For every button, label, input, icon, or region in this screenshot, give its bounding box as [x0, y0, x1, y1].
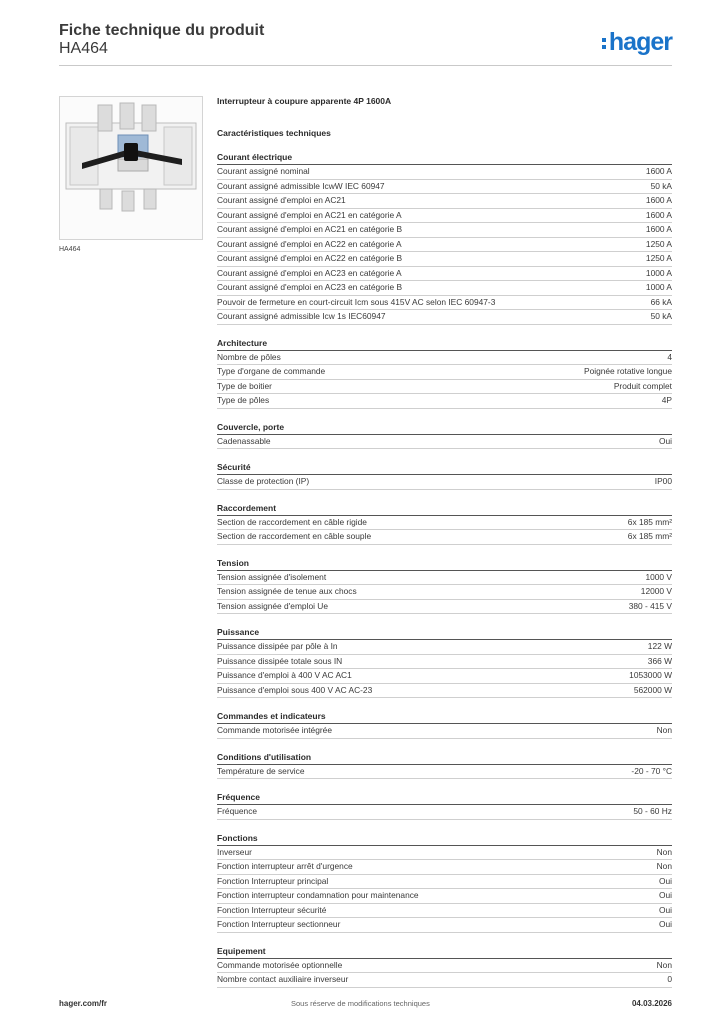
spec-label: Fréquence [217, 806, 258, 816]
switch-disconnector-illustration [60, 97, 202, 239]
spec-row [217, 475, 672, 490]
spec-sections [217, 152, 672, 988]
spec-row [217, 875, 672, 890]
spec-value: 366 W [647, 655, 672, 666]
section-title: Conditions d'utilisation [217, 752, 672, 765]
spec-value: Non [656, 861, 672, 871]
spec-row [217, 724, 672, 739]
spec-label: Section de raccordement en câble rigide [217, 516, 367, 527]
logo-text: hager [608, 28, 672, 56]
spec-label: Fonction Interrupteur sécurité [217, 904, 327, 915]
spec-row [217, 600, 672, 615]
spec-value: 50 kA [650, 311, 672, 321]
spec-label: Courant assigné d'emploi en AC23 en catégorie A [217, 267, 402, 278]
spec-row [217, 209, 672, 224]
spec-section [217, 462, 672, 490]
spec-value: 1250 A [645, 253, 672, 263]
spec-row [217, 860, 672, 875]
footer-website: hager.com/fr [59, 999, 108, 1008]
spec-value: 1600 A [645, 224, 672, 234]
spec-label: Fonction Interrupteur principal [217, 875, 329, 886]
spec-label: Courant assigné d'emploi en AC22 en catégorie B [217, 253, 403, 263]
spec-row [217, 640, 672, 655]
spec-label: Puissance dissipée par pôle à In [217, 641, 338, 651]
characteristics-title: Caractéristiques techniques [217, 128, 331, 138]
spec-value: 1000 A [645, 282, 672, 292]
section-title: Puissance [217, 627, 672, 640]
spec-value: 1053000 W [629, 670, 672, 680]
spec-label: Commande motorisée intégrée [217, 725, 332, 735]
spec-label: Courant assigné d'emploi en AC21 en catégorie A [217, 209, 402, 220]
spec-section [217, 338, 672, 409]
section-title: Equipement [217, 946, 672, 959]
spec-label: Courant assigné admissible IcwW IEC 60947 [217, 180, 385, 191]
spec-row [217, 194, 672, 209]
spec-label: Inverseur [217, 846, 252, 857]
spec-label: Tension assignée de tenue aux chocs [217, 586, 357, 596]
footer-date: 04.03.2026 [631, 999, 672, 1008]
spec-row [217, 530, 672, 545]
spec-row [217, 394, 672, 409]
document-header [59, 22, 264, 58]
spec-value: 122 W [647, 641, 672, 651]
spec-row [217, 959, 672, 974]
footer-notice: Sous réserve de modifications techniques [291, 999, 430, 1008]
spec-row [217, 238, 672, 253]
spec-label: Type de boitier [217, 380, 272, 391]
page-title: Fiche technique du produit [59, 22, 265, 39]
section-title: Fréquence [217, 792, 672, 805]
spec-section [217, 152, 672, 325]
spec-label: Type de pôles [217, 395, 270, 405]
spec-value: 50 - 60 Hz [633, 806, 672, 816]
spec-value: 0 [667, 974, 672, 984]
spec-row [217, 918, 672, 933]
spec-row [217, 655, 672, 670]
spec-label: Fonction interrupteur condamnation pour maintenance [217, 890, 419, 900]
spec-label: Tension assignée d'emploi Ue [217, 600, 329, 611]
spec-label: Courant assigné d'emploi en AC23 en catégorie B [217, 282, 403, 292]
spec-value: 6x 185 mm² [627, 516, 672, 527]
spec-row [217, 435, 672, 450]
spec-value: Oui [658, 435, 672, 446]
spec-row [217, 281, 672, 296]
spec-row [217, 223, 672, 238]
spec-section [217, 503, 672, 545]
spec-row [217, 365, 672, 380]
section-title: Sécurité [217, 462, 672, 475]
spec-value: Produit complet [613, 380, 672, 391]
spec-value: 50 kA [650, 180, 672, 191]
spec-section [217, 752, 672, 780]
section-title: Tension [217, 558, 672, 571]
spec-label: Nombre contact auxiliaire inverseur [217, 974, 349, 984]
spec-value: 380 - 415 V [628, 600, 672, 611]
section-title: Couvercle, porte [217, 422, 672, 435]
spec-row [217, 180, 672, 195]
spec-row [217, 765, 672, 780]
logo-dots-icon [602, 35, 607, 52]
spec-value: 6x 185 mm² [627, 531, 672, 541]
spec-label: Température de service [217, 765, 305, 776]
spec-value: Poignée rotative longue [583, 366, 672, 376]
spec-label: Courant assigné d'emploi en AC21 [217, 195, 346, 205]
spec-value: Oui [658, 890, 672, 900]
section-title: Fonctions [217, 833, 672, 846]
spec-row [217, 380, 672, 395]
spec-value: 1600 A [645, 209, 672, 220]
spec-value: Oui [658, 919, 672, 929]
spec-label: Courant assigné nominal [217, 166, 310, 176]
section-title: Commandes et indicateurs [217, 711, 672, 724]
spec-row [217, 310, 672, 325]
spec-row [217, 973, 672, 988]
section-title: Architecture [217, 338, 672, 351]
spec-label: Nombre de pôles [217, 351, 281, 362]
spec-value: -20 - 70 °C [631, 765, 672, 776]
spec-row [217, 684, 672, 699]
spec-row [217, 669, 672, 684]
spec-section [217, 627, 672, 698]
section-title: Courant électrique [217, 152, 672, 165]
spec-value: Non [656, 959, 672, 970]
spec-value: Non [656, 725, 672, 735]
spec-section [217, 946, 672, 988]
spec-label: Puissance d'emploi à 400 V AC AC1 [217, 670, 352, 680]
spec-row [217, 889, 672, 904]
spec-row [217, 805, 672, 820]
hager-logo [602, 28, 672, 56]
section-title: Raccordement [217, 503, 672, 516]
spec-row [217, 165, 672, 180]
spec-value: 12000 V [640, 586, 672, 596]
image-caption: HA464 [59, 246, 81, 253]
spec-section [217, 422, 672, 450]
spec-label: Puissance d'emploi sous 400 V AC AC-23 [217, 684, 373, 695]
spec-section [217, 792, 672, 820]
spec-label: Type d'organe de commande [217, 366, 326, 376]
spec-row [217, 571, 672, 586]
spec-section [217, 558, 672, 615]
spec-value: 1000 A [645, 267, 672, 278]
spec-row [217, 846, 672, 861]
spec-label: Tension assignée d'isolement [217, 571, 327, 582]
spec-section [217, 711, 672, 739]
spec-row [217, 267, 672, 282]
spec-value: Non [656, 846, 672, 857]
spec-value: 1000 V [645, 571, 672, 582]
spec-value: 66 kA [650, 296, 672, 307]
spec-label: Pouvoir de fermeture en court-circuit Icm sous 415V AC selon IEC 60947-3 [217, 296, 496, 307]
spec-value: Oui [658, 875, 672, 886]
spec-label: Fonction Interrupteur sectionneur [217, 919, 341, 929]
spec-value: 1600 A [645, 195, 672, 205]
spec-value: Oui [658, 904, 672, 915]
header-divider [59, 65, 672, 66]
product-specifications [217, 96, 672, 988]
product-reference: HA464 [59, 40, 108, 57]
spec-value: 4 [667, 351, 672, 362]
spec-value: 562000 W [633, 684, 672, 695]
spec-label: Puissance dissipée totale sous IN [217, 655, 343, 666]
product-description: Interrupteur à coupure apparente 4P 1600A [217, 96, 392, 106]
spec-value: 1250 A [645, 238, 672, 249]
spec-row [217, 351, 672, 366]
spec-label: Commande motorisée optionnelle [217, 959, 343, 970]
spec-row [217, 296, 672, 311]
spec-row [217, 516, 672, 531]
spec-label: Cadenassable [217, 435, 271, 446]
spec-section [217, 833, 672, 933]
spec-label: Courant assigné d'emploi en AC22 en catégorie A [217, 238, 402, 249]
product-image [59, 96, 203, 240]
spec-label: Courant assigné d'emploi en AC21 en catégorie B [217, 224, 403, 234]
spec-label: Fonction interrupteur arrêt d'urgence [217, 861, 353, 871]
spec-label: Section de raccordement en câble souple [217, 531, 372, 541]
spec-value: 4P [661, 395, 672, 405]
spec-row [217, 904, 672, 919]
spec-value: 1600 A [645, 166, 672, 176]
spec-row [217, 252, 672, 267]
spec-value: IP00 [654, 476, 672, 486]
spec-label: Classe de protection (IP) [217, 476, 310, 486]
spec-label: Courant assigné admissible Icw 1s IEC60947 [217, 311, 386, 321]
spec-row [217, 585, 672, 600]
